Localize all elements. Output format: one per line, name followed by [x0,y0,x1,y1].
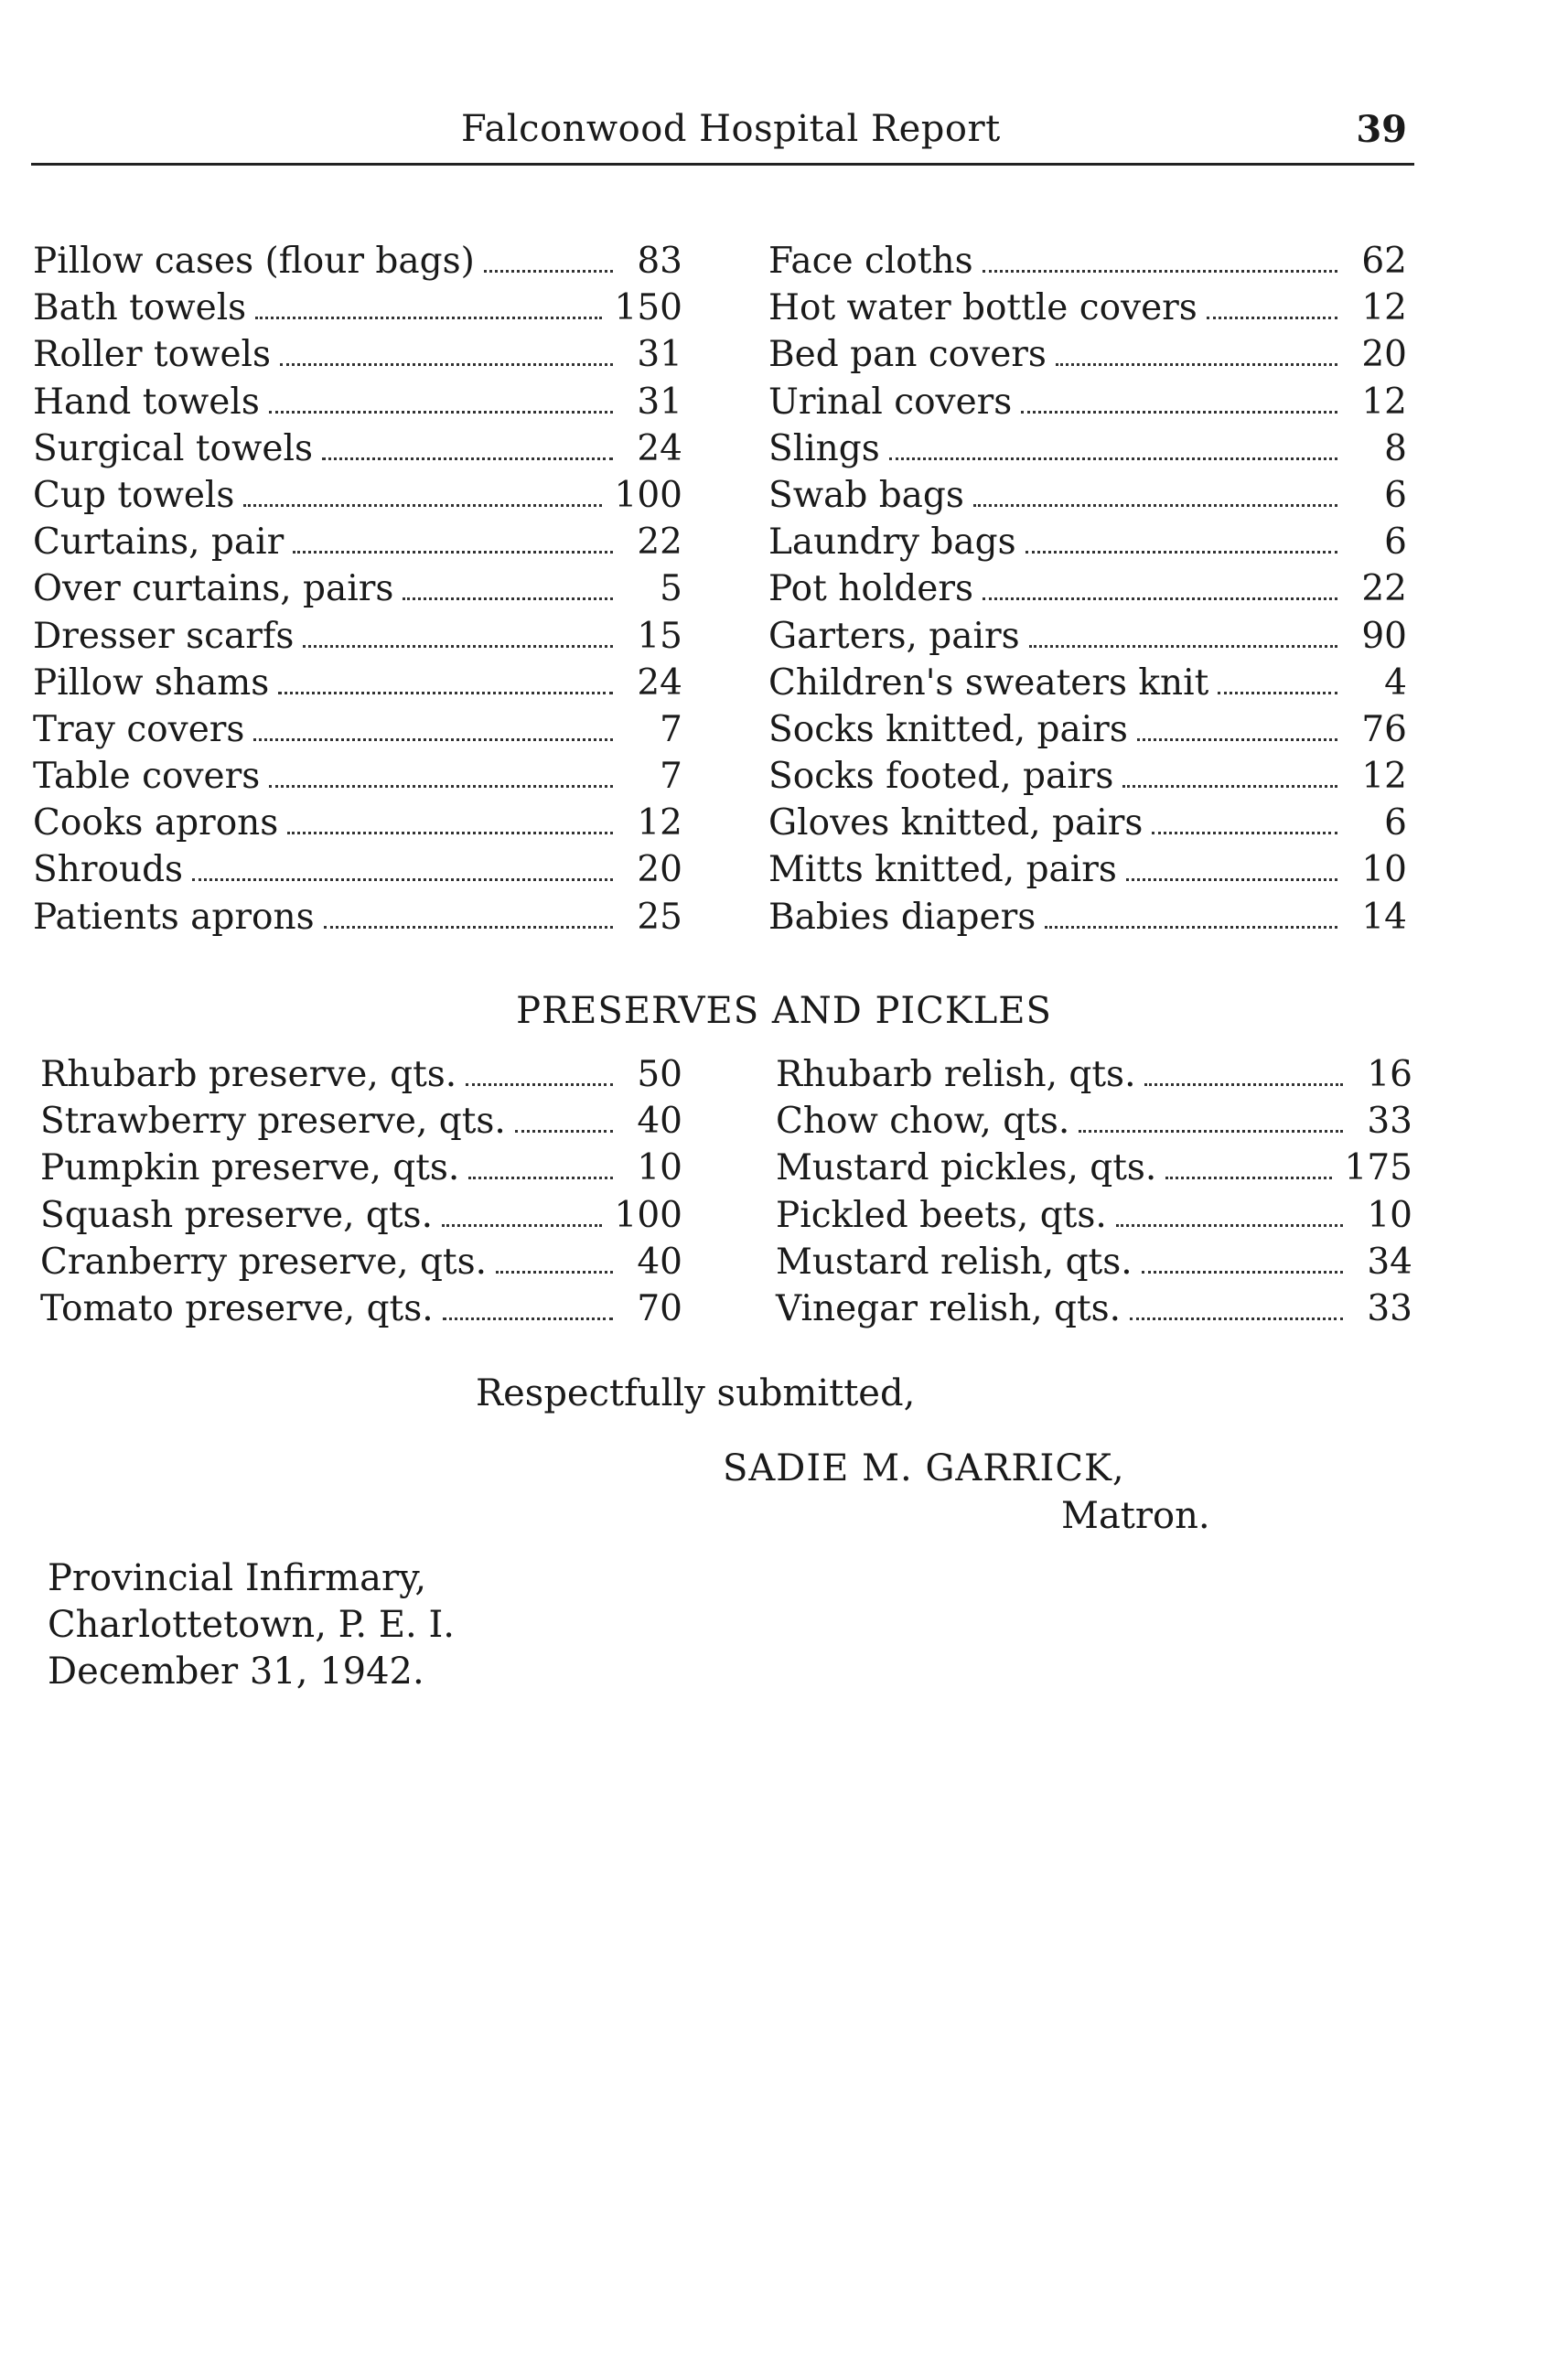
item-quantity: 90 [1361,615,1407,657]
item-quantity: 33 [1367,1101,1412,1143]
list-item [768,382,1407,428]
item-label: Strawberry preserve, qts. [40,1101,506,1143]
item-quantity: 7 [660,708,682,750]
item-quantity: 10 [637,1147,682,1189]
list-item [40,1242,682,1288]
item-label: Mitts knitted, pairs [768,849,1117,891]
dot-leader [255,317,601,319]
dot-leader [1207,317,1337,319]
item-quantity: 100 [614,1194,682,1236]
list-item [33,428,682,475]
address-line: December 31, 1942. [48,1651,424,1693]
item-quantity: 31 [637,381,682,423]
dot-leader [403,597,613,600]
list-item [33,802,682,849]
item-quantity: 150 [614,287,682,329]
list-item [768,428,1407,475]
item-quantity: 7 [660,756,682,798]
item-label: Shrouds [33,849,184,891]
item-label: Laundry bags [768,522,1016,564]
list-item [768,662,1407,709]
list-item [776,1147,1412,1194]
item-label: Slings [768,427,880,469]
item-label: Vinegar relish, qts. [776,1287,1122,1329]
dot-leader [1021,411,1337,414]
item-label: Rhubarb preserve, qts. [40,1054,457,1095]
item-quantity: 6 [1384,522,1407,564]
list-item [33,287,682,334]
list-item [768,475,1407,522]
list-item [768,616,1407,662]
dot-leader [1026,551,1337,554]
item-label: Pot holders [768,568,973,610]
preserves-list-right [776,1054,1412,1335]
header-rule [31,163,1414,166]
dot-leader [1122,785,1337,788]
list-item [33,849,682,896]
item-quantity: 20 [1361,334,1407,376]
item-quantity: 4 [1384,661,1407,704]
dot-leader [1126,878,1337,881]
dot-leader [983,597,1337,600]
list-item [776,1288,1412,1335]
item-label: Hand towels [33,381,260,423]
list-item [768,334,1407,381]
list-item [768,568,1407,615]
dot-leader [293,551,613,554]
item-quantity: 31 [637,334,682,376]
list-item [776,1242,1412,1288]
item-quantity: 40 [637,1241,682,1283]
dot-leader [1029,645,1337,648]
signatory-name: SADIE M. GARRICK, [723,1447,1125,1489]
item-quantity: 6 [1384,802,1407,844]
list-item [33,897,682,943]
dot-leader [1079,1130,1343,1133]
dot-leader [269,411,613,414]
item-label: Mustard relish, qts. [776,1241,1133,1283]
item-quantity: 20 [637,849,682,891]
item-label: Tray covers [33,708,245,750]
list-item [768,709,1407,756]
preserves-list-left [40,1054,682,1335]
list-item [40,1288,682,1335]
list-item [40,1054,682,1101]
item-quantity: 100 [614,474,682,516]
list-item [768,241,1407,287]
item-label: Curtains, pair [33,522,285,564]
item-quantity: 12 [1361,287,1407,329]
item-label: Babies diapers [768,896,1036,938]
dot-leader [1165,1177,1331,1179]
list-item [33,382,682,428]
item-quantity: 24 [637,427,682,469]
list-item [33,334,682,381]
item-quantity: 8 [1384,427,1407,469]
list-item [40,1101,682,1147]
item-quantity: 50 [637,1054,682,1095]
item-label: Garters, pairs [768,615,1020,657]
dot-leader [303,645,613,648]
dot-leader [278,692,613,694]
dot-leader [466,1083,613,1086]
dot-leader [1056,363,1337,366]
item-quantity: 10 [1367,1194,1412,1236]
list-item [40,1195,682,1242]
list-item [768,897,1407,943]
list-item [768,849,1407,896]
item-quantity: 14 [1361,896,1407,938]
list-item [33,616,682,662]
item-label: Pickled beets, qts. [776,1194,1107,1236]
item-label: Over curtains, pairs [33,568,394,610]
item-quantity: 12 [1361,381,1407,423]
list-item [33,662,682,709]
list-item [33,522,682,568]
item-label: Hot water bottle covers [768,287,1197,329]
dot-leader [192,878,613,881]
dot-leader [484,270,613,273]
dot-leader [324,926,613,929]
item-quantity: 40 [637,1101,682,1143]
list-item [768,522,1407,568]
signatory-title: Matron. [1061,1495,1210,1537]
address-block [48,1555,455,1695]
item-quantity: 22 [637,522,682,564]
closing-line: Respectfully submitted, [476,1372,916,1414]
dot-leader [1144,1083,1343,1086]
item-quantity: 22 [1361,568,1407,610]
dot-leader [1218,692,1337,694]
list-item [768,802,1407,849]
address-line: Charlottetown, P. E. I. [48,1604,455,1646]
item-label: Children's sweaters knit [768,661,1209,704]
item-quantity: 34 [1367,1241,1412,1283]
section-heading: PRESERVES AND PICKLES [516,990,1052,1032]
item-label: Mustard pickles, qts. [776,1147,1157,1189]
item-quantity: 33 [1367,1287,1412,1329]
list-item [33,756,682,802]
page-number: 39 [1356,108,1407,151]
item-label: Socks footed, pairs [768,756,1114,798]
item-quantity: 175 [1344,1147,1412,1189]
item-label: Table covers [33,756,261,798]
item-label: Pillow shams [33,661,270,704]
item-label: Rhubarb relish, qts. [776,1054,1136,1095]
item-label: Tomato preserve, qts. [40,1287,434,1329]
item-label: Roller towels [33,334,272,376]
dot-leader [442,1224,602,1227]
item-label: Swab bags [768,474,964,516]
item-label: Bath towels [33,287,247,329]
dot-leader [1152,832,1337,834]
list-item [768,756,1407,802]
item-quantity: 24 [637,661,682,704]
item-label: Cooks aprons [33,802,279,844]
list-item [33,241,682,287]
dot-leader [1045,926,1337,929]
dot-leader [973,504,1337,507]
list-item [768,287,1407,334]
dot-leader [243,504,601,507]
item-quantity: 12 [1361,756,1407,798]
item-label: Chow chow, qts. [776,1101,1070,1143]
item-quantity: 5 [660,568,682,610]
item-quantity: 76 [1361,708,1407,750]
dot-leader [889,457,1337,460]
item-quantity: 6 [1384,474,1407,516]
item-quantity: 83 [637,241,682,282]
item-label: Gloves knitted, pairs [768,802,1144,844]
dot-leader [253,738,613,741]
item-label: Squash preserve, qts. [40,1194,433,1236]
dot-leader [1142,1271,1343,1274]
item-label: Cup towels [33,474,235,516]
dot-leader [269,785,613,788]
item-label: Surgical towels [33,427,313,469]
dot-leader [443,1317,613,1320]
item-label: Face cloths [768,241,973,282]
list-item [776,1054,1412,1101]
list-item [33,475,682,522]
item-quantity: 25 [637,896,682,938]
dot-leader [1130,1317,1343,1320]
item-quantity: 10 [1361,849,1407,891]
item-label: Pumpkin preserve, qts. [40,1147,460,1189]
item-label: Pillow cases (flour bags) [33,241,475,282]
linen-list-right [768,241,1407,943]
dot-leader [287,832,613,834]
list-item [776,1195,1412,1242]
list-item [40,1147,682,1194]
dot-leader [468,1177,613,1179]
report-title: Falconwood Hospital Report [461,108,1001,150]
dot-leader [280,363,613,366]
item-label: Cranberry preserve, qts. [40,1241,487,1283]
item-quantity: 62 [1361,241,1407,282]
running-header [31,108,1414,163]
item-quantity: 12 [637,802,682,844]
item-quantity: 70 [637,1287,682,1329]
item-quantity: 15 [637,615,682,657]
dot-leader [496,1271,613,1274]
list-item [33,568,682,615]
item-label: Patients aprons [33,896,315,938]
item-quantity: 16 [1367,1054,1412,1095]
list-item [776,1101,1412,1147]
dot-leader [322,457,613,460]
linen-list-left [33,241,682,943]
item-label: Socks knitted, pairs [768,708,1128,750]
address-line: Provincial Infirmary, [48,1557,427,1599]
dot-leader [983,270,1337,273]
dot-leader [1116,1224,1343,1227]
list-item [33,709,682,756]
dot-leader [515,1130,613,1133]
item-label: Dresser scarfs [33,615,295,657]
dot-leader [1137,738,1337,741]
item-label: Urinal covers [768,381,1013,423]
item-label: Bed pan covers [768,334,1047,376]
